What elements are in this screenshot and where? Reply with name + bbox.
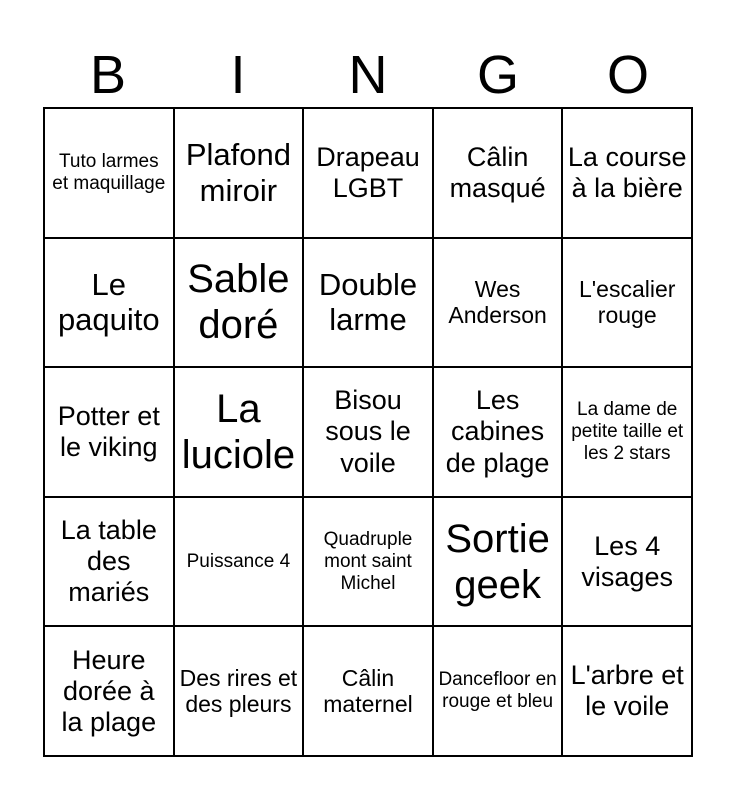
bingo-cell[interactable]: L'arbre et le voile bbox=[562, 626, 692, 756]
bingo-cell[interactable]: Câlin maternel bbox=[303, 626, 433, 756]
header-letter-b: B bbox=[89, 45, 127, 105]
header-letter-i: I bbox=[230, 45, 246, 105]
bingo-cell[interactable]: Des rires et des pleurs bbox=[174, 626, 304, 756]
bingo-cell[interactable]: Quadruple mont saint Michel bbox=[303, 497, 433, 627]
bingo-header bbox=[43, 42, 693, 108]
header-letter-g: G bbox=[476, 45, 519, 105]
bingo-cell[interactable]: Sable doré bbox=[174, 238, 304, 368]
bingo-cell[interactable]: Les 4 visages bbox=[562, 497, 692, 627]
bingo-cell[interactable]: Plafond miroir bbox=[174, 108, 304, 238]
bingo-cell[interactable]: Drapeau LGBT bbox=[303, 108, 433, 238]
bingo-cell[interactable]: Dancefloor en rouge et bleu bbox=[433, 626, 563, 756]
bingo-cell[interactable]: La dame de petite taille et les 2 stars bbox=[562, 367, 692, 497]
bingo-cell[interactable]: Sortie geek bbox=[433, 497, 563, 627]
bingo-cell[interactable]: Tuto larmes et maquillage bbox=[44, 108, 174, 238]
bingo-cell[interactable]: La table des mariés bbox=[44, 497, 174, 627]
bingo-cell[interactable]: Les cabines de plage bbox=[433, 367, 563, 497]
bingo-cell[interactable]: Wes Anderson bbox=[433, 238, 563, 368]
bingo-cell[interactable]: La course à la bière bbox=[562, 108, 692, 238]
bingo-cell[interactable]: Bisou sous le voile bbox=[303, 367, 433, 497]
bingo-cell[interactable]: Potter et le viking bbox=[44, 367, 174, 497]
bingo-cell[interactable]: L'escalier rouge bbox=[562, 238, 692, 368]
bingo-cell[interactable]: Heure dorée à la plage bbox=[44, 626, 174, 756]
bingo-grid bbox=[43, 107, 693, 757]
bingo-cell[interactable]: La luciole bbox=[174, 367, 304, 497]
bingo-cell[interactable]: Le paquito bbox=[44, 238, 174, 368]
bingo-cell[interactable]: Double larme bbox=[303, 238, 433, 368]
bingo-cell[interactable]: Câlin masqué bbox=[433, 108, 563, 238]
bingo-cell[interactable]: Puissance 4 bbox=[174, 497, 304, 627]
header-letter-n: N bbox=[348, 45, 388, 105]
header-letter-o: O bbox=[606, 45, 649, 105]
